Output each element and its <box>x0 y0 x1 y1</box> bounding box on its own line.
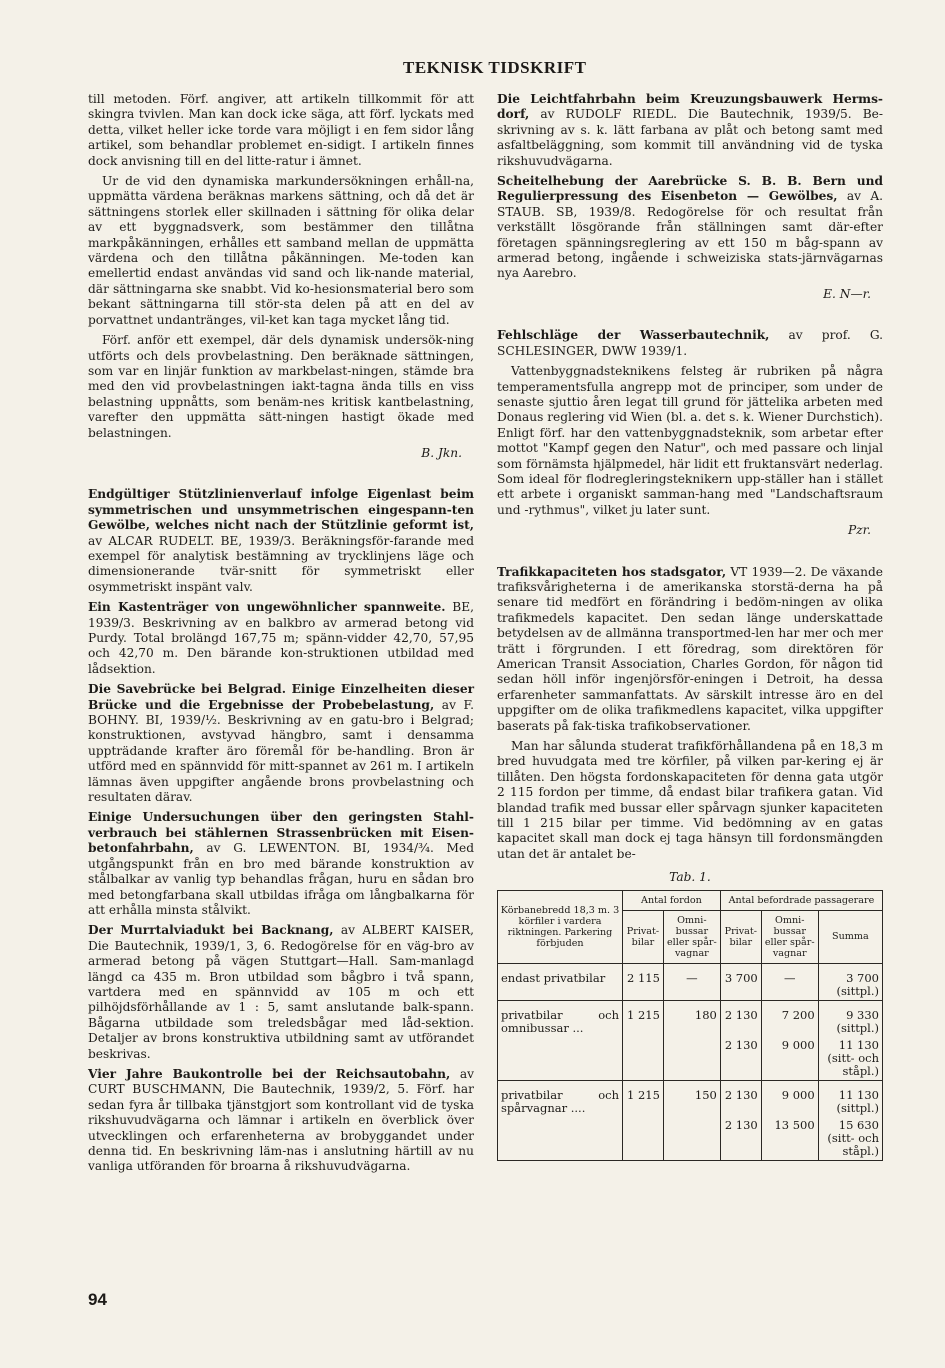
table-column-header: Summa <box>818 910 882 963</box>
review-entry <box>88 810 474 918</box>
review-entry <box>497 565 883 734</box>
table-cell <box>498 1117 623 1161</box>
entry-title: Die Leichtfahrbahn beim Kreuzungsbauwerk Herms-dorf, <box>497 92 883 122</box>
entry-body: av ALBERT KAISER, Die Bautechnik, 1939/1, 3, 6. Redogörelse för en väg-bro av armerad betong på vägen Stuttgart—Hall. Sam-manlagd längd ca 435 m. Bron utbildad som bågbro i två spann, vartdera med en spännvidd av 105 m och ett pilhöjdsförhållande av 1 : 5, samt anslutande balk-spann. Bågarna utbildade som treledsbågar med låd-sektion. Detaljer av brons konstruktiva utbildning samt av utförandet beskrivas. <box>88 923 474 1061</box>
entry-body: av G. LEWENTON. BI, 1934/¾. Med utgångspunkt från en bro med bärande konstruktion av stålbalkar av vanlig typ behandlas frågan, huru en sådan bro med betongfarbana skall utbildas ifråga om långbalkarna för att erhålla minsta stålvikt. <box>88 841 474 917</box>
entry-title: Einige Undersuchungen über den geringsten Stahl-verbrauch bei stählernen Strassenbrücken mit Eisen-betonfahrbahn, <box>88 810 474 856</box>
table-row <box>498 1000 883 1037</box>
entry-title: Fehlschläge der Wasserbautechnik, <box>497 328 770 343</box>
table-row <box>498 1037 883 1081</box>
table-cell: 9 000 <box>761 1080 818 1117</box>
table-cell: privatbilar och spårvagnar .... <box>498 1080 623 1117</box>
entry-body: av ALCAR RUDELT. BE, 1939/3. Beräkningsför-farande med exempel för analytisk bestämning av trycklinjens läge och dimensionerande tvär-snitt för symmetriskt eller osymmetriskt inspänt valv. <box>88 533 474 594</box>
review-entry <box>88 1067 474 1175</box>
capacity-table <box>497 890 883 1161</box>
review-entry <box>88 923 474 1062</box>
paragraph: Vattenbyggnadsteknikens felsteg är rubriken på några temperamentsfulla angrepp mot de principer, som under de senaste sjuttio åren legat till grund för jättelika arbeten med Donaus reglering vid Wien (bl. a. det s. k. Wiener Durchstich). Enligt förf. har den vattenbyggnadsteknik, som arbetar efter mottot "Kampf gegen den Natur", och med passare och linjal som förnämsta hjälpmedel, här lidit ett fruktansvärt nederlag. Som ideal för flodregleringsteknikern upp-ställer han i stället ett arbete i organiskt samman-hang med "Landschaftsraum und -rythmus", vilket ju later sunt. <box>497 364 883 517</box>
paragraph: Förf. anför ett exempel, där dels dynamisk undersök-ning utförts och dels provbelastning. Den beräknade sättningen, som var en linjär funktion av markbelast-ningen, stämde bra med den vid provbelastningen iakt-tagna ända tills en viss belastning uppnåtts, som benäm-nes kritisk kantbelastning, varefter den uppmätta sätt-ningen hastigt ökade med belastningen. <box>88 333 474 440</box>
signature: E. N—r. <box>823 286 871 301</box>
table-cell: privatbilar och omnibussar ... <box>498 1000 623 1037</box>
table-cell: 180 <box>663 1000 720 1037</box>
entry-body: BE, 1939/3. Beskrivning av en balkbro av armerad betong vid Purdy. Total brolängd 167,75 m; spänn-vidder 42,70, 57,95 och 42,70 m. Den bärande kon-struktionen utbildad med lådsektion. <box>88 600 474 676</box>
table-cell: 11 130 (sittpl.) <box>818 1080 882 1117</box>
entry-body: av CURT BUSCHMANN, Die Bautechnik, 1939/2, 5. Förf. har sedan fyra år tillbaka tjänstgjort som kontrollant vid de tyska rikshuvudvägarna och lämnar i artikeln en överblick över utvecklingen och erfarenheterna av brobyggandet under denna tid. En beskrivning läm-nas i anslutning härtill av nu vanliga utföranden för broarna å rikshuvudvägarna. <box>88 1066 475 1174</box>
entry-title: Ein Kastenträger von ungewöhnlicher spannweite. <box>88 600 446 615</box>
entry-body: av prof. G. SCHLESINGER, DWW 1939/1. <box>497 328 884 358</box>
table-cell: — <box>761 963 818 1000</box>
table-cell: 3 700 (sittpl.) <box>818 963 882 1000</box>
right-column <box>497 92 883 1161</box>
review-entry <box>497 328 883 359</box>
table-cell: 2 130 <box>720 1080 761 1117</box>
table-cell <box>498 1037 623 1081</box>
entry-title: Endgültiger Stützlinienverlauf infolge Eigenlast beim symmetrischen und unsymmetrischen eingespann-ten Gewölbe, welches nicht nach der Stützlinie geformt ist, <box>88 487 474 533</box>
table-column-header: Omni-bussar eller spår-vagnar <box>761 910 818 963</box>
paragraph: Man har sålunda studerat trafikförhållandena på en 18,3 m bred huvudgata med tre körfiler, på vilken par-kering ej är tillåten. Den högsta fordonskapaciteten för denna gata utgör 2 115 fordon per timme, då endast bilar trafikera gatan. Vid blandad trafik med bussar eller spårvagn sjunker kapaciteten till 1 215 bilar per timme. Vid bedömning av en gatas kapacitet skall man dock ej taga hänsyn till fordonsmängden utan det är antalet be- <box>497 739 883 861</box>
paragraph: Ur de vid den dynamiska markundersökningen erhåll-na, uppmätta värdena beräknas markens sättning, och då det är sättningens storlek eller skillnaden i sättning för olika delar av ett byggnadsverk, som bestämmer den tillåtna markpåkänningen, erhålles ett samband mellan de uppmätta värdena och den tillåtna påkänningen. Me-toden kan emellertid endast användas vid sand och lik-nande material, där sättningarna ske snabbt. Vid ko-hesionsmaterial bero som bekant sättningarna till stör-sta delen på att en del av porvattnet undantränges, vil-ket kan taga mycket lång tid. <box>88 174 474 327</box>
review-entry <box>88 487 474 595</box>
table-cell: 9 000 <box>761 1037 818 1081</box>
table-column-header: Privat-bilar <box>720 910 761 963</box>
table-cell: 2 130 <box>720 1000 761 1037</box>
table-cell: 11 130 (sitt- och ståpl.) <box>818 1037 882 1081</box>
table-cell <box>663 1117 720 1161</box>
table-column-header: Privat-bilar <box>623 910 664 963</box>
review-entry <box>88 600 474 677</box>
review-entry <box>497 92 883 169</box>
running-header: TEKNISK TIDSKRIFT <box>403 58 587 77</box>
table-cell: 13 500 <box>761 1117 818 1161</box>
entry-title: Die Savebrücke bei Belgrad. Einige Einzelheiten dieser Brücke und die Ergebnisse der Probebelastung, <box>88 682 474 712</box>
entry-body: av A. STAUB. SB, 1939/8. Redogörelse för och resultat från verkställt lösgörande från ställningen samt där-efter företagen spänningsreglering av ett 150 m båg-spann av armerad betong, ingående i schweiziska stats-järnvägarnas nya Aarebro. <box>497 189 884 281</box>
table-row <box>498 1117 883 1161</box>
signature: B. Jkn. <box>421 445 462 460</box>
table-cell: 2 130 <box>720 1037 761 1081</box>
table-column-header: Omni-bussar eller spår-vagnar <box>663 910 720 963</box>
entry-title: Vier Jahre Baukontrolle bei der Reichsautobahn, <box>88 1066 451 1081</box>
paragraph: till metoden. Förf. angiver, att artikeln tillkommit för att skingra tvivlen. Man kan dock icke säga, att förf. lyckats med detta, vilket heller icke torde vara möjligt i en fem sidor lång artikel, som behandlar problemet en-sidigt. I artikeln finnes dock anvisning till en del litte-ratur i ämnet. <box>88 92 474 168</box>
entry-body: VT 1939—2. De växande trafiksvårigheterna i de amerikanska storstä-derna ha på senare tid medfört en förändring i bedöm-ningen av olika trafikmedels kapacitet. Den sedan länge underskattade betydelsen av de allmänna transportmed-len har mer och mer trätt i förgrunden. I ett föredrag, som direktören för American Transit Association, Charles Gordon, för någon tid sedan höll inför ingenjörsför-eningen i Detroit, ha dessa erfarenheter sammanfattats. Av särskilt intresse äro en del uppgifter om de olika trafikmedlens kapacitet, vilka uppgifter baserats på fak-tiska trafikobservationer. <box>497 564 884 733</box>
table-cell: 2 115 <box>623 963 664 1000</box>
table-cell: 2 130 <box>720 1117 761 1161</box>
entry-title: Trafikkapaciteten hos stadsgator, <box>497 564 727 579</box>
entry-body: av RUDOLF RIEDL. Die Bautechnik, 1939/5. Be-skrivning av s. k. lätt farbana av plåt och betong samt med asfaltbeläggning, som kommit till användning vid de tyska rikshuvudvägarna. <box>497 107 883 168</box>
table-cell <box>623 1117 664 1161</box>
table-corner-header: Körbanebredd 18,3 m. 3 körfiler i vardera riktningen. Parkering förbjuden <box>498 890 623 963</box>
review-entry <box>497 174 883 282</box>
table-cell: 7 200 <box>761 1000 818 1037</box>
table-cell: 150 <box>663 1080 720 1117</box>
table-cell: — <box>663 963 720 1000</box>
table-cell: endast privatbilar <box>498 963 623 1000</box>
table-cell: 9 330 (sittpl.) <box>818 1000 882 1037</box>
entry-body: av F. BOHNY. BI, 1939/½. Beskrivning av en gatu-bro i Belgrad; konstruktionen, avstyvad hängbro, samt i densamma uppträdande krafter äro föremål för be-handling. Bron är utförd med en spännvidd för mitt-spannet av 261 m. I artikeln lämnas även uppgifter angående brons provbelastning och resultaten därav. <box>88 697 474 805</box>
table-cell: 1 215 <box>623 1080 664 1117</box>
page-number: 94 <box>88 1290 107 1309</box>
review-entry <box>88 682 474 805</box>
table-cell: 1 215 <box>623 1000 664 1037</box>
signature: Pzr. <box>848 523 871 538</box>
entry-title: Scheitelhebung der Aarebrücke S. B. B. Bern und Regulierpressung des Eisenbeton — Gewölbes, <box>497 174 883 204</box>
table-caption: Tab. 1. <box>669 870 711 885</box>
table-row <box>498 1080 883 1117</box>
table-group-header: Antal befordrade passagerare <box>720 890 882 910</box>
table-cell: 15 630 (sitt- och ståpl.) <box>818 1117 882 1161</box>
table-row <box>498 963 883 1000</box>
table-group-header: Antal fordon <box>623 890 721 910</box>
table-cell: 3 700 <box>720 963 761 1000</box>
table-cell <box>623 1037 664 1081</box>
left-column <box>88 92 474 1180</box>
table-cell <box>663 1037 720 1081</box>
entry-title: Der Murrtalviadukt bei Backnang, <box>88 923 334 938</box>
